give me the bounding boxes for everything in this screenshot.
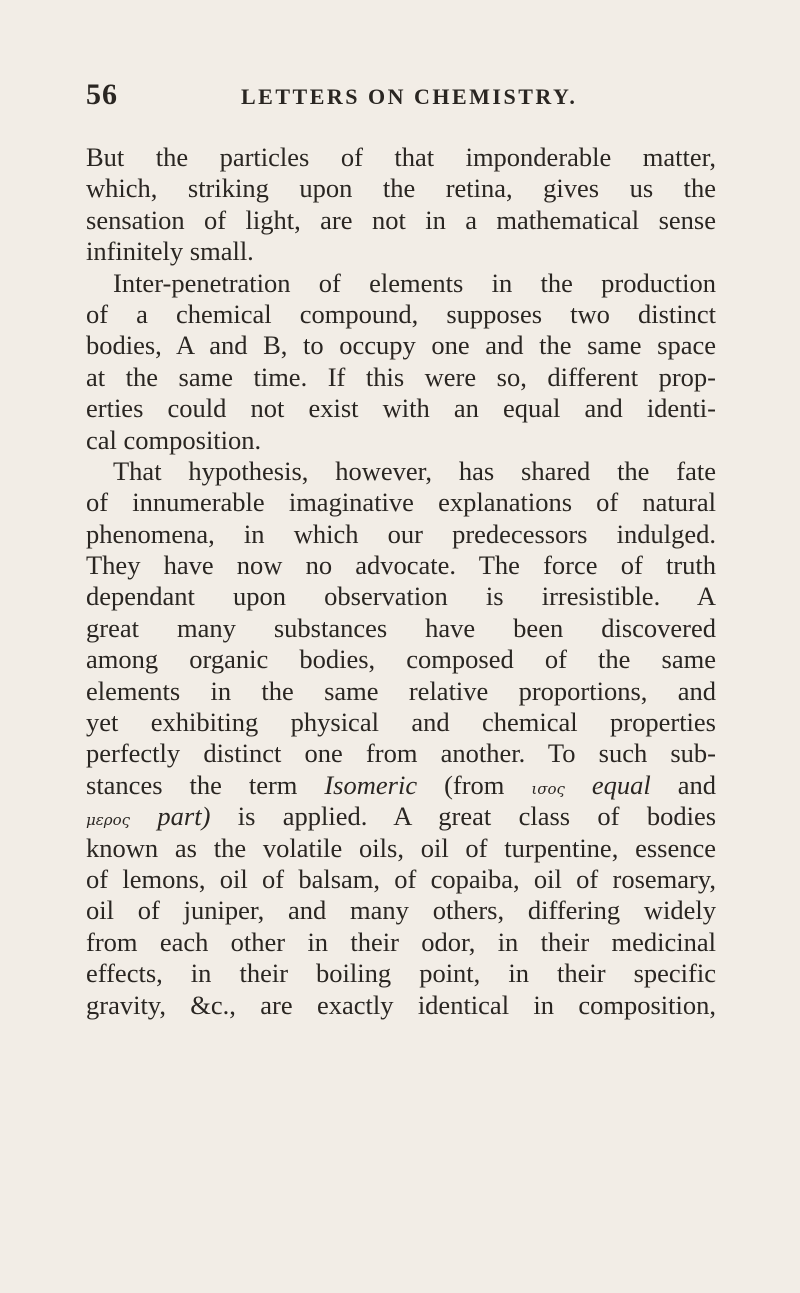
term-isomeric: Isomeric xyxy=(324,769,418,800)
text-line: phenomena, in which our predecessors indulged. xyxy=(86,518,716,549)
text-line: known as the volatile oils, oil of turpentine, essence xyxy=(86,832,716,863)
text-line: of lemons, oil of balsam, of copaiba, oil of rosemary, xyxy=(86,863,716,894)
text-line: of a chemical compound, supposes two distinct xyxy=(86,298,716,329)
text-line: erties could not exist with an equal and identi- xyxy=(86,393,716,424)
text-segment: stances the term xyxy=(86,769,298,800)
text-line: effects, in their boiling point, in their specific xyxy=(86,958,716,989)
text-line: bodies, A and B, to occupy one and the same space xyxy=(86,330,716,361)
body-text xyxy=(86,142,716,1021)
text-line: from each other in their odor, in their medicinal xyxy=(86,926,716,957)
text-line: dependant upon observation is irresistible. A xyxy=(86,581,716,612)
text-line: That hypothesis, however, has shared the fate xyxy=(113,455,716,486)
text-line: gravity, &c., are exactly identical in composition, xyxy=(86,989,716,1020)
text-line: of innumerable imaginative explanations of natural xyxy=(86,487,716,518)
greek-word-isos: ισος xyxy=(531,779,565,798)
text-line: yet exhibiting physical and chemical properties xyxy=(86,707,716,738)
text-segment: and xyxy=(677,769,717,800)
text-line: oil of juniper, and many others, differing widely xyxy=(86,895,716,926)
text-line: among organic bodies, composed of the same xyxy=(86,644,716,675)
text-line-mixed xyxy=(86,801,716,832)
page-number: 56 xyxy=(86,78,118,111)
text-segment: is applied. A great class of bodies xyxy=(237,801,717,832)
running-head xyxy=(86,78,716,114)
text-line: They have now no advocate. The force of truth xyxy=(86,550,716,581)
text-line: elements in the same relative proportions, and xyxy=(86,675,716,706)
running-title: LETTERS ON CHEMISTRY. xyxy=(241,84,578,109)
text-line: infinitely small. xyxy=(86,236,254,267)
text-line: perfectly distinct one from another. To such sub- xyxy=(86,738,716,769)
text-segment: (from xyxy=(444,769,505,800)
text-line: which, striking upon the retina, gives us the xyxy=(86,173,716,204)
text-line: But the particles of that imponderable matter, xyxy=(86,142,716,172)
text-line: cal composition. xyxy=(86,424,262,455)
text-line: Inter-penetration of elements in the production xyxy=(113,267,716,298)
gloss-equal: equal xyxy=(591,769,651,800)
gloss-part: part) xyxy=(157,801,211,832)
greek-word-meros: μερος xyxy=(86,811,131,830)
text-line: at the same time. If this were so, different prop- xyxy=(86,361,716,392)
text-line: great many substances have been discovered xyxy=(86,612,716,643)
text-line-mixed xyxy=(86,770,716,801)
text-line: sensation of light, are not in a mathematical sense xyxy=(86,204,716,235)
